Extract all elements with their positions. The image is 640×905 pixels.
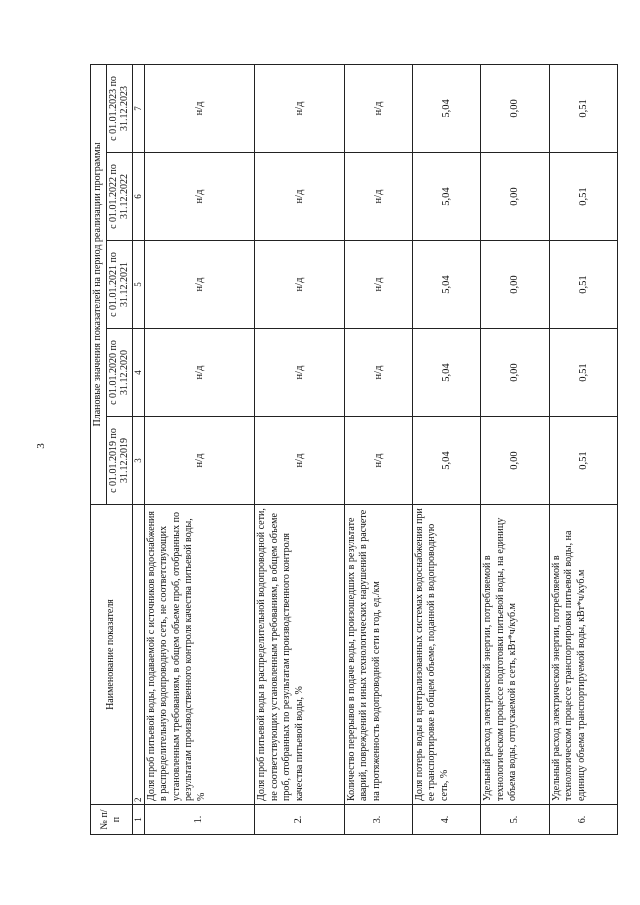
indicator-value: н/д bbox=[255, 329, 344, 417]
indicator-value: 0,51 bbox=[549, 417, 617, 505]
indicator-name: Доля проб питьевой воды в распределительной водопроводной сети, не соответствующих установленным требованиям, в общем объеме проб, отобранных по результатам производственного контроля качества питьевой воды, % bbox=[255, 505, 344, 805]
column-index: 1 bbox=[132, 805, 144, 835]
row-number: 6. bbox=[549, 805, 617, 835]
indicator-value: 0,51 bbox=[549, 64, 617, 152]
indicator-value: н/д bbox=[344, 417, 412, 505]
table-row bbox=[481, 64, 549, 834]
indicator-value: 5,04 bbox=[412, 153, 480, 241]
column-index: 6 bbox=[132, 153, 144, 241]
table-row bbox=[344, 64, 412, 834]
indicator-value: н/д bbox=[344, 64, 412, 152]
indicator-value: н/д bbox=[344, 153, 412, 241]
indicators-table bbox=[90, 64, 618, 835]
column-index: 2 bbox=[132, 505, 144, 805]
period-header: с 01.01.2019 по 31.12.2019 bbox=[106, 417, 132, 505]
page-number: 3 bbox=[34, 443, 47, 449]
indicator-name: Удельный расход электрической энергии, потребляемой в технологическом процессе транспортировки питьевой воды, на единицу объема транспортируемой воды, кВт*ч/куб.м bbox=[549, 505, 617, 805]
period-header: с 01.01.2022 по 31.12.2022 bbox=[106, 153, 132, 241]
name-header: Наименование показателя bbox=[91, 505, 133, 805]
indicator-value: 0,51 bbox=[549, 329, 617, 417]
indicator-value: 0,51 bbox=[549, 153, 617, 241]
indicator-value: н/д bbox=[255, 64, 344, 152]
indicator-value: 5,04 bbox=[412, 241, 480, 329]
row-number: 1. bbox=[144, 805, 255, 835]
indicator-name: Количество перерывов в подаче воды, произошедших в результате аварий, повреждений и иных технологических нарушений в расчете на протяженность водопроводной сети в год, ед./км bbox=[344, 505, 412, 805]
num-header: № п/п bbox=[91, 805, 133, 835]
table-row bbox=[255, 64, 344, 834]
indicator-value: н/д bbox=[255, 417, 344, 505]
period-header: с 01.01.2020 по 31.12.2020 bbox=[106, 329, 132, 417]
indicator-value: н/д bbox=[344, 329, 412, 417]
table-row bbox=[412, 64, 480, 834]
indicator-value: н/д bbox=[144, 64, 255, 152]
indicator-value: 0,00 bbox=[481, 241, 549, 329]
row-number: 3. bbox=[344, 805, 412, 835]
table-row bbox=[549, 64, 617, 834]
row-number: 5. bbox=[481, 805, 549, 835]
rotated-table-container bbox=[90, 65, 618, 835]
table-row bbox=[144, 64, 255, 834]
indicator-value: 5,04 bbox=[412, 417, 480, 505]
period-header: с 01.01.2021 по 31.12.2021 bbox=[106, 241, 132, 329]
indicator-value: 0,00 bbox=[481, 329, 549, 417]
column-index: 5 bbox=[132, 241, 144, 329]
indicator-name: Доля проб питьевой воды, подаваемой с источников водоснабжения в распределительную водопроводную сеть, не соответствующих установленным требованиям, в общем объеме проб, отобранных по результатам производственного контроля качества питьевой воды, % bbox=[144, 505, 255, 805]
period-header: с 01.01.2023 по 31.12.2023 bbox=[106, 64, 132, 152]
indicator-value: н/д bbox=[144, 153, 255, 241]
column-index: 7 bbox=[132, 64, 144, 152]
indicator-name: Удельный расход электрической энергии, потребляемой в технологическом процессе подготовки питьевой воды, на единицу объема воды, отпускаемой в сеть, кВт*ч/куб.м bbox=[481, 505, 549, 805]
indicator-value: 0,00 bbox=[481, 153, 549, 241]
indicator-value: н/д bbox=[255, 241, 344, 329]
indicator-name: Доля потерь воды в централизованных системах водоснабжения при ее транспортировке в общем объеме, поданной в водопроводную сеть, % bbox=[412, 505, 480, 805]
indicator-value: н/д bbox=[344, 241, 412, 329]
row-number: 2. bbox=[255, 805, 344, 835]
indicator-value: н/д bbox=[144, 241, 255, 329]
indicator-value: 0,51 bbox=[549, 241, 617, 329]
indicator-value: 5,04 bbox=[412, 64, 480, 152]
indicator-value: н/д bbox=[144, 329, 255, 417]
indicator-value: 5,04 bbox=[412, 329, 480, 417]
column-index: 4 bbox=[132, 329, 144, 417]
indicator-value: 0,00 bbox=[481, 64, 549, 152]
indicator-value: н/д bbox=[255, 153, 344, 241]
column-index: 3 bbox=[132, 417, 144, 505]
row-number: 4. bbox=[412, 805, 480, 835]
period-group-header: Плановые значения показателей на период реализации программы bbox=[91, 64, 107, 504]
indicator-value: н/д bbox=[144, 417, 255, 505]
indicator-value: 0,00 bbox=[481, 417, 549, 505]
